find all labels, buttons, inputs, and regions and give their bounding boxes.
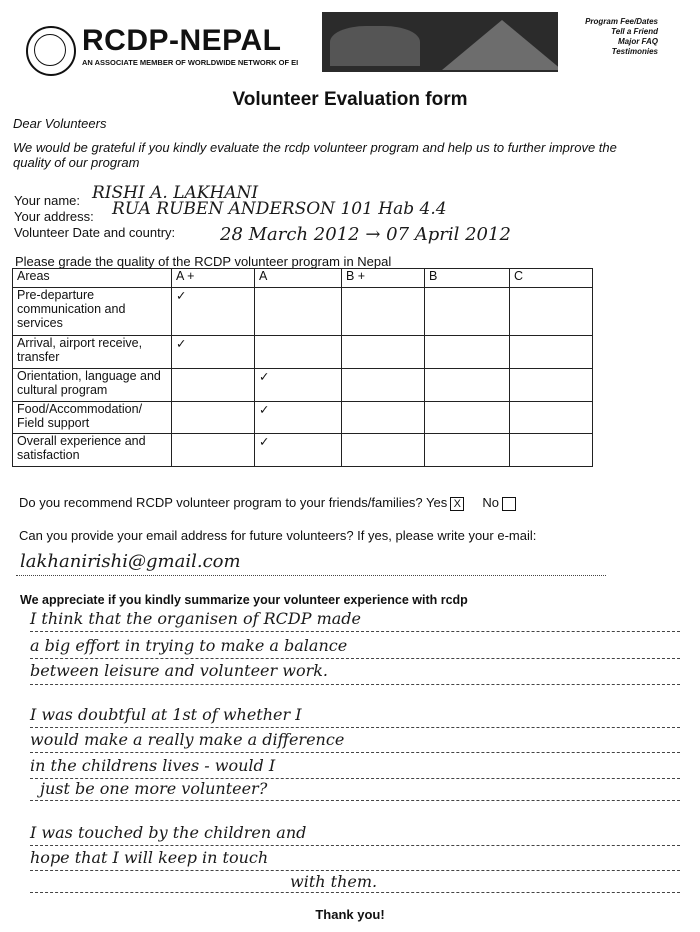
grade-table xyxy=(12,268,593,467)
grade-row xyxy=(13,369,593,402)
grade-cell[interactable] xyxy=(255,336,342,369)
email-value[interactable]: lakhanirishi@gmail.com xyxy=(20,551,241,572)
grade-cell[interactable] xyxy=(172,402,255,434)
area-label: Orientation, language and cultural program xyxy=(13,369,172,402)
greeting: Dear Volunteers xyxy=(13,116,107,131)
form-title: Volunteer Evaluation form xyxy=(232,89,468,110)
grade-row xyxy=(13,434,593,467)
grade-cell[interactable]: ✓ xyxy=(172,288,255,336)
brand-name: RCDP-NEPAL xyxy=(82,24,282,57)
date-label: Volunteer Date and country: xyxy=(14,225,176,240)
ruled-line xyxy=(30,800,680,801)
header-a-plus: A + xyxy=(172,269,255,288)
summary-line: hope that I will keep in touch xyxy=(30,848,269,867)
grade-cell[interactable]: ✓ xyxy=(172,336,255,369)
ruled-line xyxy=(30,658,680,659)
yes-checkbox[interactable]: X xyxy=(450,497,464,511)
summary-line: I was touched by the children and xyxy=(30,823,307,842)
header-links xyxy=(585,17,658,57)
header-c: C xyxy=(510,269,593,288)
grade-cell[interactable] xyxy=(172,369,255,402)
grade-cell[interactable] xyxy=(510,402,593,434)
recommend-row xyxy=(19,495,516,511)
area-label: Food/Accommodation/ Field support xyxy=(13,402,172,434)
ruled-line xyxy=(30,892,680,893)
header-a: A xyxy=(255,269,342,288)
address-label: Your address: xyxy=(14,209,94,224)
grade-cell[interactable] xyxy=(342,402,425,434)
grade-row xyxy=(13,288,593,336)
summary-prompt: We appreciate if you kindly summarize your volunteer experience with rcdp xyxy=(20,593,468,607)
grade-cell[interactable] xyxy=(510,336,593,369)
email-question: Can you provide your email address for future volunteers? If yes, please write your e-mail: xyxy=(19,528,537,543)
grade-cell[interactable] xyxy=(510,288,593,336)
grade-cell[interactable] xyxy=(255,288,342,336)
summary-line: between leisure and volunteer work. xyxy=(30,661,329,680)
grade-cell[interactable] xyxy=(425,369,510,402)
grade-cell[interactable] xyxy=(425,402,510,434)
summary-line: would make a really make a difference xyxy=(30,730,345,749)
grade-cell[interactable] xyxy=(172,434,255,467)
name-label: Your name: xyxy=(14,193,81,208)
ruled-line xyxy=(30,631,680,632)
grade-cell[interactable] xyxy=(425,336,510,369)
header-areas: Areas xyxy=(13,269,172,288)
header-banner-photo xyxy=(322,12,558,72)
ruled-line xyxy=(30,727,680,728)
summary-line: with them. xyxy=(290,872,378,891)
grade-cell[interactable]: ✓ xyxy=(255,402,342,434)
grade-row xyxy=(13,402,593,434)
summary-line: I was doubtful at 1st of whether I xyxy=(30,705,302,724)
summary-line: a big effort in trying to make a balance xyxy=(30,636,348,655)
ruled-line xyxy=(30,752,680,753)
logo-emblem xyxy=(34,34,66,66)
ruled-line xyxy=(30,684,680,685)
link-tell-friend[interactable]: Tell a Friend xyxy=(611,27,658,36)
link-major-faq[interactable]: Major FAQ xyxy=(617,37,658,46)
grade-cell[interactable] xyxy=(425,288,510,336)
ruled-line xyxy=(30,845,680,846)
grade-prompt: Please grade the quality of the RCDP volunteer program in Nepal xyxy=(15,254,392,269)
summary-line: I think that the organisen of RCDP made xyxy=(30,609,362,628)
grade-cell[interactable] xyxy=(342,434,425,467)
email-line xyxy=(16,575,606,576)
grade-cell[interactable] xyxy=(510,369,593,402)
area-label: Arrival, airport receive, transfer xyxy=(13,336,172,369)
grade-cell[interactable] xyxy=(510,434,593,467)
header-b: B xyxy=(425,269,510,288)
banner-people xyxy=(330,26,420,66)
recommend-question: Do you recommend RCDP volunteer program to your friends/families? xyxy=(19,495,423,510)
intro-text: We would be grateful if you kindly evaluate the rcdp volunteer program and help us to further improve the quality of our program xyxy=(13,140,617,170)
thank-you: Thank you! xyxy=(315,907,385,922)
grade-header-row xyxy=(13,269,593,288)
link-testimonies[interactable]: Testimonies xyxy=(611,47,658,56)
date-value[interactable]: 28 March 2012 → 07 April 2012 xyxy=(220,224,511,245)
area-label: Pre-departure communication and services xyxy=(13,288,172,336)
grade-cell[interactable]: ✓ xyxy=(255,369,342,402)
name-value[interactable]: RISHI A. LAKHANI xyxy=(92,183,259,203)
banner-temple xyxy=(442,20,558,70)
summary-line: in the childrens lives - would I xyxy=(30,756,276,775)
brand-subtitle: AN ASSOCIATE MEMBER OF WORLDWIDE NETWORK OF EI xyxy=(82,58,299,67)
grade-cell[interactable] xyxy=(342,288,425,336)
grade-cell[interactable] xyxy=(342,369,425,402)
summary-line: just be one more volunteer? xyxy=(40,779,268,798)
area-label: Overall experience and satisfaction xyxy=(13,434,172,467)
grade-row xyxy=(13,336,593,369)
ruled-line xyxy=(30,870,680,871)
no-checkbox[interactable] xyxy=(502,497,516,511)
address-value[interactable]: RUA RUBEN ANDERSON 101 Hab 4.4 xyxy=(112,199,447,219)
grade-cell[interactable] xyxy=(342,336,425,369)
grade-cell[interactable] xyxy=(425,434,510,467)
no-label: No xyxy=(482,495,499,510)
yes-label: Yes xyxy=(426,495,448,510)
header-b-plus: B + xyxy=(342,269,425,288)
link-program-fee[interactable]: Program Fee/Dates xyxy=(585,17,658,26)
grade-cell[interactable]: ✓ xyxy=(255,434,342,467)
